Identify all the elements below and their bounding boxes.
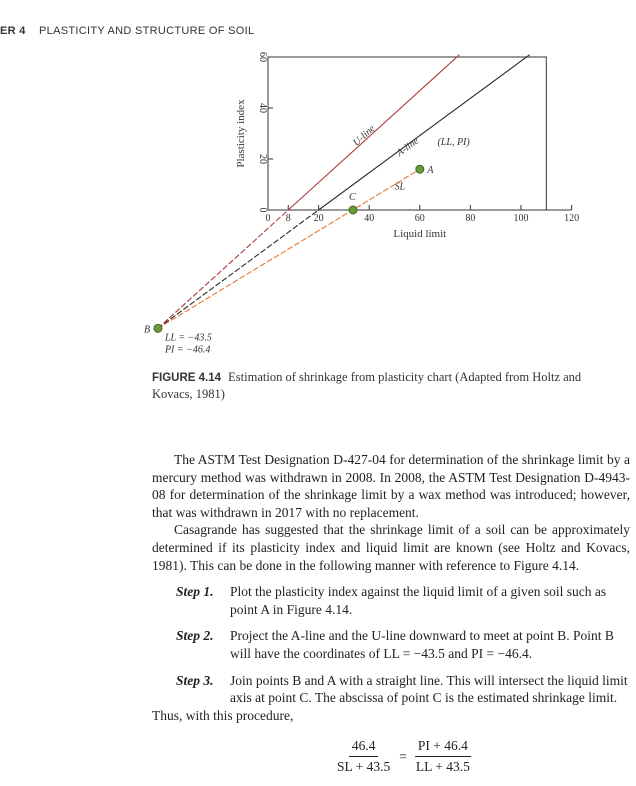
step-text: Join points B and A with a straight line. This will intersect the liquid limit axis at point C. The abscissa of point C is the estimated shrinkage limit. — [230, 672, 628, 706]
step-1 — [152, 583, 630, 618]
y-tick-label: 0 — [257, 207, 268, 213]
x-tick-label: 80 — [465, 213, 476, 224]
series-a-line-extension — [158, 207, 319, 328]
step-label: Step 1. — [176, 584, 214, 600]
sl-label: SL — [394, 181, 406, 193]
equation-left-denominator: SL + 43.5 — [337, 759, 391, 774]
chapter-label: ER 4 — [0, 25, 26, 37]
figure-caption — [152, 369, 602, 402]
step-text: Plot the plasticity index against the liquid limit of a given soil such as point A in Figure 4.14. — [230, 584, 607, 617]
x-tick-label: 100 — [513, 213, 529, 224]
point-b-ll-label: LL = −43.5 — [164, 332, 212, 344]
equation-equals: = — [399, 748, 407, 764]
point-a-label: A — [427, 165, 434, 177]
equation-right-numerator: PI + 46.4 — [415, 738, 471, 757]
series-a-line — [319, 55, 530, 210]
point-c-label: C — [348, 191, 356, 203]
paragraph-astm: The ASTM Test Designation D-427-04 for determination of the shrinkage limit by a mercury method was withdrawn in 2008. In 2008, the ASTM Test Designation D-4943-08 for determination of the shrinkage limit by a wax method was introduced; however, that was withdrawn in 2017 with no replacement. — [152, 452, 630, 520]
point-b — [154, 324, 162, 332]
figure-caption-text: Estimation of shrinkage from plasticity chart (Adapted from Holtz and Kovacs, 1981) — [152, 370, 582, 401]
point-a — [416, 165, 424, 173]
x-tick-label: 120 — [564, 213, 580, 224]
y-axis-label: Plasticity index — [235, 99, 247, 168]
x-tick-label: 20 — [313, 213, 324, 224]
paragraph-thus: Thus, with this procedure, — [152, 707, 294, 723]
step-label: Step 2. — [176, 628, 214, 644]
y-tick-label: 60 — [257, 52, 268, 62]
point-c — [349, 206, 357, 214]
x-axis-label: Liquid limit — [393, 228, 447, 240]
x-tick-label: 8 — [285, 213, 291, 224]
shrinkage-equation — [334, 738, 473, 775]
step-3 — [152, 672, 630, 707]
step-2 — [152, 627, 630, 662]
point-b-label: B — [143, 324, 151, 336]
chapter-title: PLASTICITY AND STRUCTURE OF SOIL — [39, 25, 255, 37]
y-tick-label: 40 — [257, 103, 268, 113]
series-b-to-a-line — [158, 169, 420, 328]
body-text — [152, 451, 630, 724]
equation-right-fraction — [413, 738, 473, 775]
equation-left-numerator: 46.4 — [349, 738, 379, 757]
u-line-label: U-line — [351, 123, 378, 149]
plot-frame — [268, 57, 546, 210]
equation-left-fraction — [334, 738, 393, 775]
equation-right-denominator: LL + 43.5 — [415, 759, 470, 774]
figure-number: FIGURE 4.14 — [152, 372, 222, 384]
y-tick-label: 20 — [257, 154, 268, 164]
point-b-pi-label: PI = −46.4 — [164, 344, 211, 356]
ll-pi-label: (LL, PI) — [437, 136, 470, 148]
paragraph-casagrande: Casagrande has suggested that the shrinkage limit of a soil can be approximately determined if its plasticity index and liquid limit are known (see Holtz and Kovacs, 1981). This can be done in the following manner with reference to Figure 4.14. — [152, 522, 630, 573]
x-tick-label: 60 — [414, 213, 425, 224]
step-text: Project the A-line and the U-line downward to meet at point B. Point B will have the coordinates of LL = −43.5 and PI = −46.4. — [230, 628, 614, 661]
x-tick-label: 40 — [364, 213, 375, 224]
running-header — [0, 25, 254, 37]
x-tick-label: 0 — [265, 213, 271, 224]
step-label: Step 3. — [176, 672, 214, 688]
series-u-line-extension — [158, 207, 288, 328]
a-line-label: A-line — [394, 135, 422, 159]
plasticity-chart — [0, 40, 636, 370]
